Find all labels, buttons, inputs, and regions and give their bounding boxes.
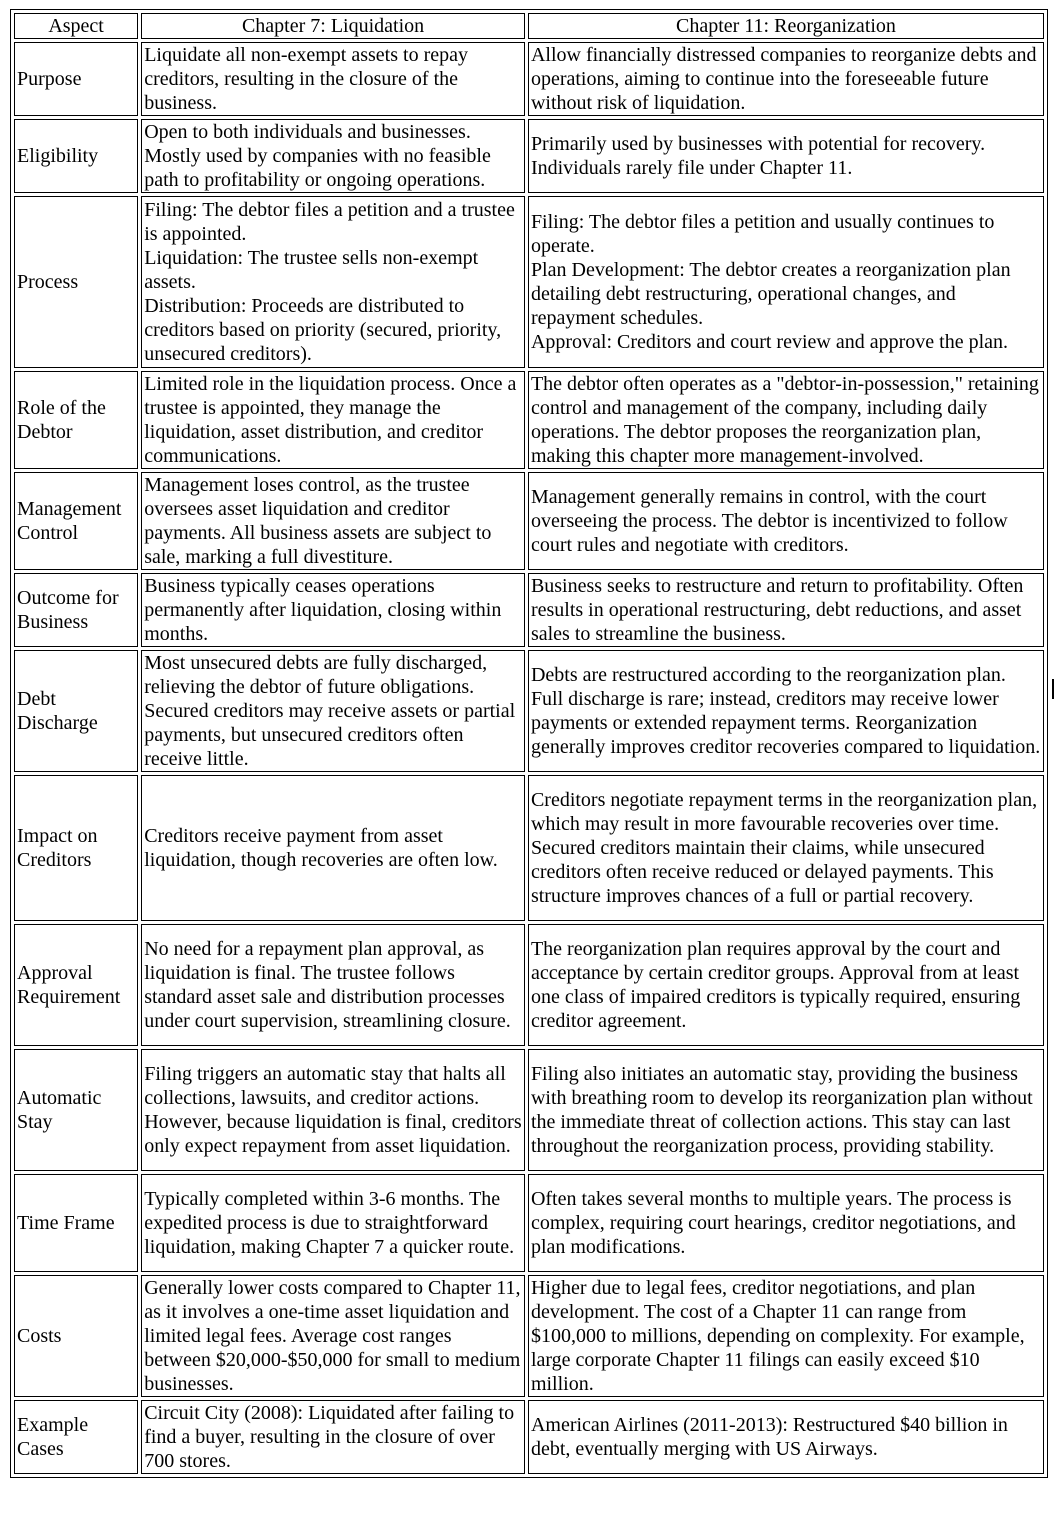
table-row bbox=[14, 472, 1044, 570]
chapter11-cell: Debts are restructured according to the reorganization plan. Full discharge is rare; instead, creditors may receive lower payments or extended repayment terms. Reorganization generally improves creditor recoveries compared to liquidation. bbox=[528, 650, 1044, 772]
aspect-cell: Time Frame bbox=[14, 1174, 138, 1272]
chapter7-cell: Creditors receive payment from asset liquidation, though recoveries are often low. bbox=[141, 775, 525, 921]
chapter7-cell: Liquidate all non-exempt assets to repay creditors, resulting in the closure of the business. bbox=[141, 42, 525, 116]
table-row bbox=[14, 650, 1044, 772]
chapter7-cell: Limited role in the liquidation process. Once a trustee is appointed, they manage the liquidation, asset distribution, and creditor communications. bbox=[141, 371, 525, 469]
table-row bbox=[14, 1049, 1044, 1171]
chapter7-cell: Open to both individuals and businesses. Mostly used by companies with no feasible path to profitability or ongoing operations. bbox=[141, 119, 525, 193]
table-row bbox=[14, 775, 1044, 921]
text-cursor-marker bbox=[1052, 679, 1054, 699]
table-row bbox=[14, 42, 1044, 116]
chapter11-cell: American Airlines (2011-2013): Restructured $40 billion in debt, eventually merging with US Airways. bbox=[528, 1400, 1044, 1474]
chapter7-cell: Business typically ceases operations permanently after liquidation, closing within months. bbox=[141, 573, 525, 647]
chapter7-cell: Management loses control, as the trustee oversees asset liquidation and creditor payments. All business assets are subject to sale, marking a full divestiture. bbox=[141, 472, 525, 570]
chapter11-cell: Allow financially distressed companies to reorganize debts and operations, aiming to continue into the foreseeable future without risk of liquidation. bbox=[528, 42, 1044, 116]
chapter11-cell: Primarily used by businesses with potential for recovery. Individuals rarely file under Chapter 11. bbox=[528, 119, 1044, 193]
chapter11-cell: Higher due to legal fees, creditor negotiations, and plan development. The cost of a Chapter 11 can range from $100,000 to millions, depending on complexity. For example, large corporate Chapter 11 filings can easily exceed $10 million. bbox=[528, 1275, 1044, 1397]
table-body bbox=[14, 42, 1044, 1474]
aspect-cell: Example Cases bbox=[14, 1400, 138, 1474]
table-row bbox=[14, 1400, 1044, 1474]
chapter7-cell: Filing triggers an automatic stay that halts all collections, lawsuits, and creditor actions. However, because liquidation is final, creditors only expect repayment from asset liquidation. bbox=[141, 1049, 525, 1171]
table-row bbox=[14, 196, 1044, 368]
chapter11-cell: The reorganization plan requires approval by the court and acceptance by certain creditor groups. Approval from at least one class of impaired creditors is typically required, ensuring creditor agreement. bbox=[528, 924, 1044, 1046]
header-chapter7: Chapter 7: Liquidation bbox=[141, 13, 525, 39]
table-row bbox=[14, 924, 1044, 1046]
header-row bbox=[14, 13, 1044, 39]
aspect-cell: Eligibility bbox=[14, 119, 138, 193]
aspect-cell: Debt Discharge bbox=[14, 650, 138, 772]
chapter11-cell: Filing: The debtor files a petition and usually continues to operate. Plan Development: The debtor creates a reorganization plan detailing debt restructuring, operational changes, and repayment schedules. Approval: Creditors and court review and approve the plan. bbox=[528, 196, 1044, 368]
table-row bbox=[14, 1275, 1044, 1397]
aspect-cell: Process bbox=[14, 196, 138, 368]
chapter7-cell: Filing: The debtor files a petition and a trustee is appointed. Liquidation: The trustee sells non-exempt assets. Distribution: Proceeds are distributed to creditors based on priority (secured, priority, unsecured creditors). bbox=[141, 196, 525, 368]
chapter7-cell: No need for a repayment plan approval, as liquidation is final. The trustee follows standard asset sale and distribution processes under court supervision, streamlining closure. bbox=[141, 924, 525, 1046]
aspect-cell: Automatic Stay bbox=[14, 1049, 138, 1171]
chapter11-cell: The debtor often operates as a "debtor-in-possession," retaining control and management of the company, including daily operations. The debtor proposes the reorganization plan, making this chapter more management-involved. bbox=[528, 371, 1044, 469]
aspect-cell: Management Control bbox=[14, 472, 138, 570]
chapter7-cell: Circuit City (2008): Liquidated after failing to find a buyer, resulting in the closure of over 700 stores. bbox=[141, 1400, 525, 1474]
header-aspect: Aspect bbox=[14, 13, 138, 39]
aspect-cell: Role of the Debtor bbox=[14, 371, 138, 469]
chapter11-cell: Often takes several months to multiple years. The process is complex, requiring court hearings, creditor negotiations, and plan modifications. bbox=[528, 1174, 1044, 1272]
chapter7-cell: Most unsecured debts are fully discharged, relieving the debtor of future obligations. Secured creditors may receive assets or partial payments, but unsecured creditors often receive little. bbox=[141, 650, 525, 772]
chapter11-cell: Business seeks to restructure and return to profitability. Often results in operational restructuring, debt reductions, and asset sales to streamline the business. bbox=[528, 573, 1044, 647]
table-row bbox=[14, 573, 1044, 647]
aspect-cell: Costs bbox=[14, 1275, 138, 1397]
table-row bbox=[14, 371, 1044, 469]
chapter11-cell: Creditors negotiate repayment terms in the reorganization plan, which may result in more favourable recoveries over time. Secured creditors maintain their claims, while unsecured creditors often receive reduced or delayed payments. This structure improves chances of a full or partial recovery. bbox=[528, 775, 1044, 921]
aspect-cell: Approval Requirement bbox=[14, 924, 138, 1046]
aspect-cell: Impact on Creditors bbox=[14, 775, 138, 921]
chapter7-cell: Typically completed within 3-6 months. The expedited process is due to straightforward liquidation, making Chapter 7 a quicker route. bbox=[141, 1174, 525, 1272]
comparison-table bbox=[10, 9, 1048, 1478]
table-row bbox=[14, 119, 1044, 193]
header-chapter11: Chapter 11: Reorganization bbox=[528, 13, 1044, 39]
chapter7-cell: Generally lower costs compared to Chapter 11, as it involves a one-time asset liquidation and limited legal fees. Average cost ranges between $20,000-$50,000 for small to medium businesses. bbox=[141, 1275, 525, 1397]
chapter11-cell: Management generally remains in control, with the court overseeing the process. The debtor is incentivized to follow court rules and negotiate with creditors. bbox=[528, 472, 1044, 570]
aspect-cell: Outcome for Business bbox=[14, 573, 138, 647]
table-row bbox=[14, 1174, 1044, 1272]
chapter11-cell: Filing also initiates an automatic stay, providing the business with breathing room to develop its reorganization plan without the immediate threat of collection actions. This stay can last throughout the reorganization process, providing stability. bbox=[528, 1049, 1044, 1171]
aspect-cell: Purpose bbox=[14, 42, 138, 116]
